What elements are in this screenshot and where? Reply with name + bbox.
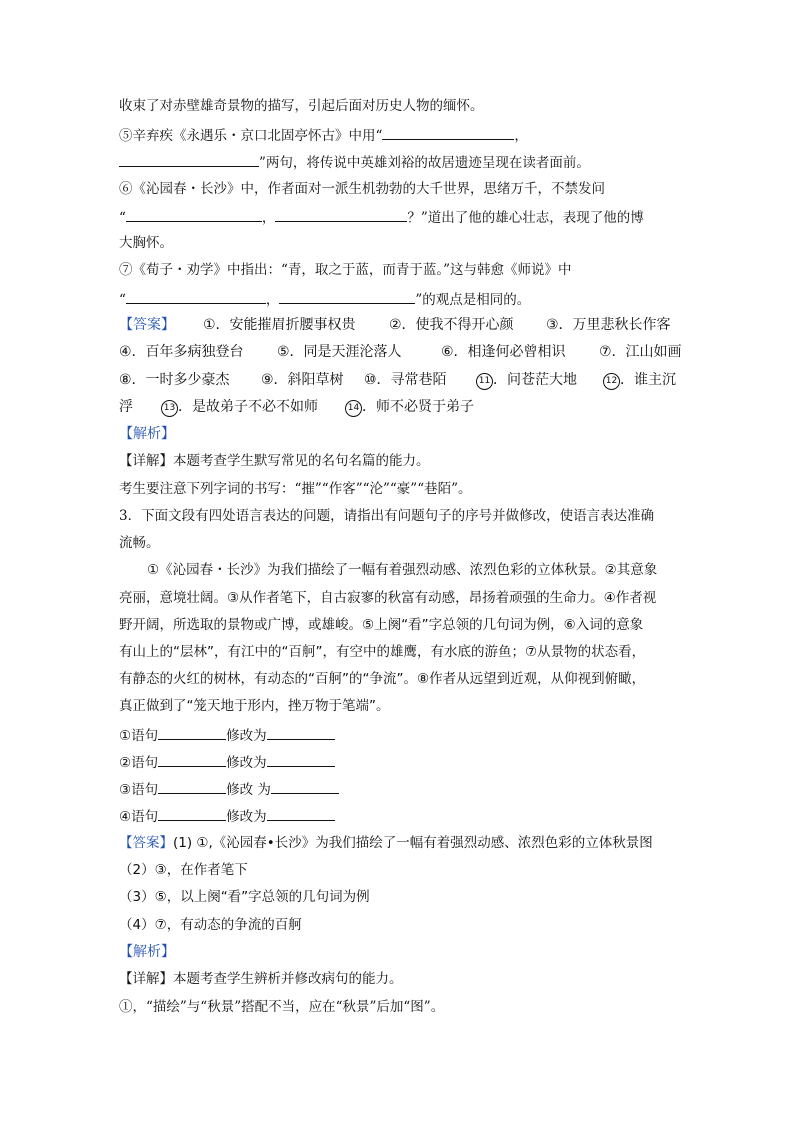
answer-tag: 【答案】 [119, 317, 175, 333]
punct: ， [261, 210, 276, 226]
text-line [119, 261, 572, 279]
answer-item: ⑤．同是天涯沦落人 [277, 344, 402, 360]
answer-item [603, 371, 676, 390]
fill-blank[interactable] [275, 207, 407, 222]
answer-text: ．谁主沉 [620, 372, 676, 388]
question-title: 3．下面文段有四处语言表达的问题，请指出有问题句子的序号并做修改，使语言表达准确 [119, 508, 655, 524]
text-line [119, 289, 530, 309]
answer-item: ⑩．寻常巷陌 [364, 372, 447, 388]
question-title: 流畅。 [119, 535, 160, 551]
punct: “ [119, 210, 126, 226]
answer-line [119, 398, 474, 416]
answer-text: (1) ①,《沁园春•长沙》为我们描绘了一幅有着强烈动感、浓烈色彩的立体秋景图 [173, 835, 653, 851]
sentence-blank[interactable] [158, 725, 226, 740]
answer-item: ⑥．相逢何必曾相识 [441, 344, 566, 360]
question-text: ⑦《荀子・劝学》中指出：“青，取之于蓝，而青于蓝。”这与韩愈《师说》中 [119, 262, 572, 278]
answer-text: ．问苍茫大地 [493, 372, 577, 388]
question-text: ？”道出了他的雄心壮志，表现了他的博 [407, 210, 644, 226]
punct: “ [119, 292, 126, 308]
detail-text: 【详解】本题考查学生辨析并修改病句的能力。 [119, 971, 403, 987]
text-line [119, 943, 175, 961]
blank-label: 修改为 [226, 728, 267, 744]
answer-item: ⑧．一时多少豪杰 [119, 372, 230, 388]
answer-text: （2）③，在作者笔下 [119, 862, 248, 878]
detail-text: ①，“描绘”与“秋景”搭配不当，应在“秋景”后加“图”。 [119, 999, 445, 1015]
answer-tag: 【答案】 [119, 835, 173, 851]
sentence-blank[interactable] [158, 779, 226, 794]
answer-line [119, 371, 676, 389]
blank-row [119, 779, 339, 799]
blank-label: ②语句 [119, 755, 159, 771]
answer-line [119, 861, 248, 879]
text-line [119, 970, 403, 988]
text-line [119, 670, 645, 688]
answer-item: 浮 [119, 399, 133, 415]
answer-text: ．是故弟子不必不如师 [178, 399, 318, 415]
detail-text: 考生要注意下列字词的书写：“摧”“作客”“沦”“豪”“巷陌”。 [119, 481, 472, 497]
text-line [119, 616, 643, 634]
analysis-tag: 【解析】 [119, 944, 175, 960]
fill-blank[interactable] [382, 125, 514, 140]
blank-label: ③语句 [119, 782, 159, 798]
blank-label: ①语句 [119, 728, 159, 744]
answer-item: ④．百年多病独登台 [119, 344, 244, 360]
revision-blank[interactable] [267, 725, 335, 740]
answer-text: ．师不必贤于弟子 [362, 399, 474, 415]
answer-item: ⑨．斜阳草树 [261, 372, 344, 388]
sentence-blank[interactable] [158, 752, 226, 767]
blank-label: 修改为 [226, 809, 267, 825]
blank-row [119, 725, 335, 745]
passage-text: 野开阔，所选取的景物或广博，或雄峻。⑤上阕“看”字总领的几句词为例，⑥入词的意象 [119, 617, 644, 633]
analysis-tag: 【解析】 [119, 426, 175, 442]
question-text: 大胸怀。 [119, 235, 173, 251]
text-line [119, 425, 175, 443]
answer-line [119, 834, 653, 852]
punct: ， [265, 292, 280, 308]
passage-text: 亮丽，意境壮阔。③从作者笔下，自古寂寥的秋富有动感，昂扬着顽强的生命力。④作者视 [119, 590, 657, 606]
answer-text: （4）⑦，有动态的争流的百舸 [119, 917, 302, 933]
answer-item [161, 398, 318, 417]
text-line [119, 125, 528, 145]
answer-item: ③．万里悲秋长作客 [546, 317, 671, 333]
blank-label: 修改 为 [226, 782, 271, 798]
answer-line [119, 916, 302, 934]
circled-number: 13 [161, 400, 178, 417]
question-text: ⑤辛弃疾《永遇乐・京口北固亭怀古》中用“ [119, 128, 383, 144]
fill-blank[interactable] [119, 152, 259, 167]
circled-number: 12 [603, 373, 620, 390]
sentence-blank[interactable] [158, 806, 226, 821]
answer-line [119, 343, 682, 361]
text-line [119, 589, 656, 607]
revision-blank[interactable] [267, 752, 335, 767]
passage-text: 有山上的“层林”，有江中的“百舸”，有空中的雄鹰，有水底的游鱼；⑦从景物的状态看， [119, 644, 646, 660]
circled-number: 11 [476, 373, 493, 390]
question-text: ”的观点是相同的。 [415, 292, 531, 308]
detail-text: 【详解】本题考查学生默写常见的名句名篇的能力。 [119, 453, 430, 469]
question-text: ⑥《沁园春・长沙》中，作者面对一派生机勃勃的大千世界，思绪万千，不禁发问 [119, 181, 605, 197]
text-line [119, 998, 444, 1016]
passage-text: 有静态的火红的树林，有动态的“百舸”的“争流”。⑧作者从远望到近观，从仰视到俯瞰， [119, 671, 646, 687]
answer-item [476, 371, 577, 390]
revision-blank[interactable] [271, 779, 339, 794]
text-line [119, 152, 590, 172]
text-line [119, 234, 173, 252]
circled-number: 14 [345, 400, 362, 417]
answer-line [119, 316, 671, 334]
fill-blank[interactable] [279, 289, 415, 304]
blank-row [119, 752, 335, 772]
text-line [119, 534, 160, 552]
blank-row [119, 806, 335, 826]
revision-blank[interactable] [267, 806, 335, 821]
text-line [119, 643, 645, 661]
answer-item: ⑦．江山如画 [599, 344, 682, 360]
passage-text: ①《沁园春・长沙》为我们描绘了一幅有着强烈动感、浓烈色彩的立体秋景。②其意象 [147, 562, 658, 578]
answer-item: ①．安能摧眉折腰事权贵 [203, 317, 356, 333]
text-line [119, 507, 654, 525]
answer-line [119, 888, 370, 906]
fill-blank[interactable] [126, 289, 266, 304]
question-text: ”两句，将传说中英雄刘裕的故居遗迹呈现在读者面前。 [259, 155, 590, 171]
text-line [119, 452, 430, 470]
text-line [119, 207, 644, 227]
answer-item [345, 398, 474, 417]
answer-text: （3）⑤，以上阕“看”字总领的几句词为例 [119, 889, 370, 905]
paragraph-text: 收束了对赤壁雄奇景物的描写，引起后面对历史人物的缅怀。 [119, 98, 484, 114]
text-line [119, 97, 484, 115]
passage-text: 真正做到了“笼天地于形内，挫万物于笔端”。 [119, 698, 390, 714]
punct: ， [514, 128, 528, 144]
blank-label: 修改为 [226, 755, 267, 771]
text-line [119, 697, 390, 715]
answer-item: ②．使我不得开心颜 [389, 317, 514, 333]
text-line [119, 180, 605, 198]
text-line [147, 561, 657, 579]
blank-label: ④语句 [119, 809, 159, 825]
fill-blank[interactable] [126, 207, 262, 222]
text-line [119, 480, 472, 498]
